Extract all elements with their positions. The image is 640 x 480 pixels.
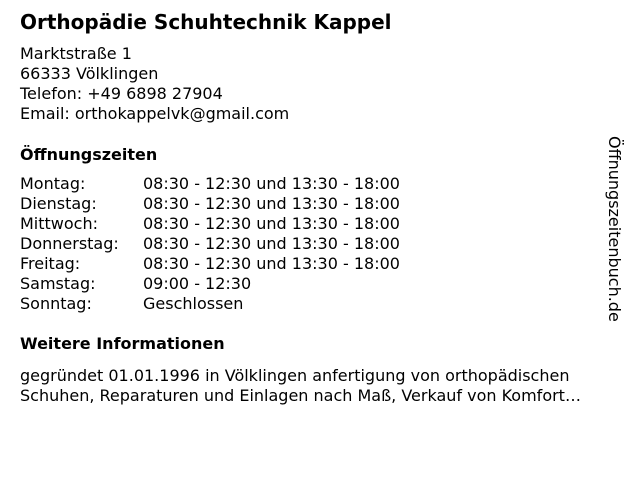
description-line: Schuhen, Reparaturen und Einlagen nach Maß, Verkauf von Komfort… bbox=[20, 386, 581, 405]
contact-block bbox=[20, 44, 289, 124]
hours-time: 08:30 - 12:30 und 13:30 - 18:00 bbox=[143, 174, 400, 193]
street-address: Marktstraße 1 bbox=[20, 44, 132, 63]
hours-time: 09:00 - 12:30 bbox=[143, 274, 252, 293]
hours-day: Donnerstag: bbox=[20, 234, 119, 253]
brand-watermark: Öffnungszeitenbuch.de bbox=[605, 136, 624, 322]
hours-time: 08:30 - 12:30 und 13:30 - 18:00 bbox=[143, 194, 400, 213]
hours-time: 08:30 - 12:30 und 13:30 - 18:00 bbox=[143, 234, 400, 253]
hours-day: Dienstag: bbox=[20, 194, 97, 213]
hours-time: 08:30 - 12:30 und 13:30 - 18:00 bbox=[143, 254, 400, 273]
business-card bbox=[20, 0, 620, 480]
hours-time: 08:30 - 12:30 und 13:30 - 18:00 bbox=[143, 214, 400, 233]
hours-day: Sonntag: bbox=[20, 294, 92, 313]
hours-day: Mittwoch: bbox=[20, 214, 98, 233]
city-address: 66333 Völklingen bbox=[20, 64, 159, 83]
email-address: Email: orthokappelvk@gmail.com bbox=[20, 104, 290, 123]
hours-day: Freitag: bbox=[20, 254, 81, 273]
description-line: gegründet 01.01.1996 in Völklingen anfertigung von orthopädischen bbox=[20, 366, 570, 385]
hours-day: Montag: bbox=[20, 174, 86, 193]
business-name: Orthopädie Schuhtechnik Kappel bbox=[20, 10, 392, 34]
hours-day: Samstag: bbox=[20, 274, 96, 293]
hours-time: Geschlossen bbox=[143, 294, 244, 313]
business-description bbox=[20, 366, 630, 406]
info-heading: Weitere Informationen bbox=[20, 334, 225, 353]
hours-heading: Öffnungszeiten bbox=[20, 145, 158, 164]
phone-number: Telefon: +49 6898 27904 bbox=[20, 84, 223, 103]
